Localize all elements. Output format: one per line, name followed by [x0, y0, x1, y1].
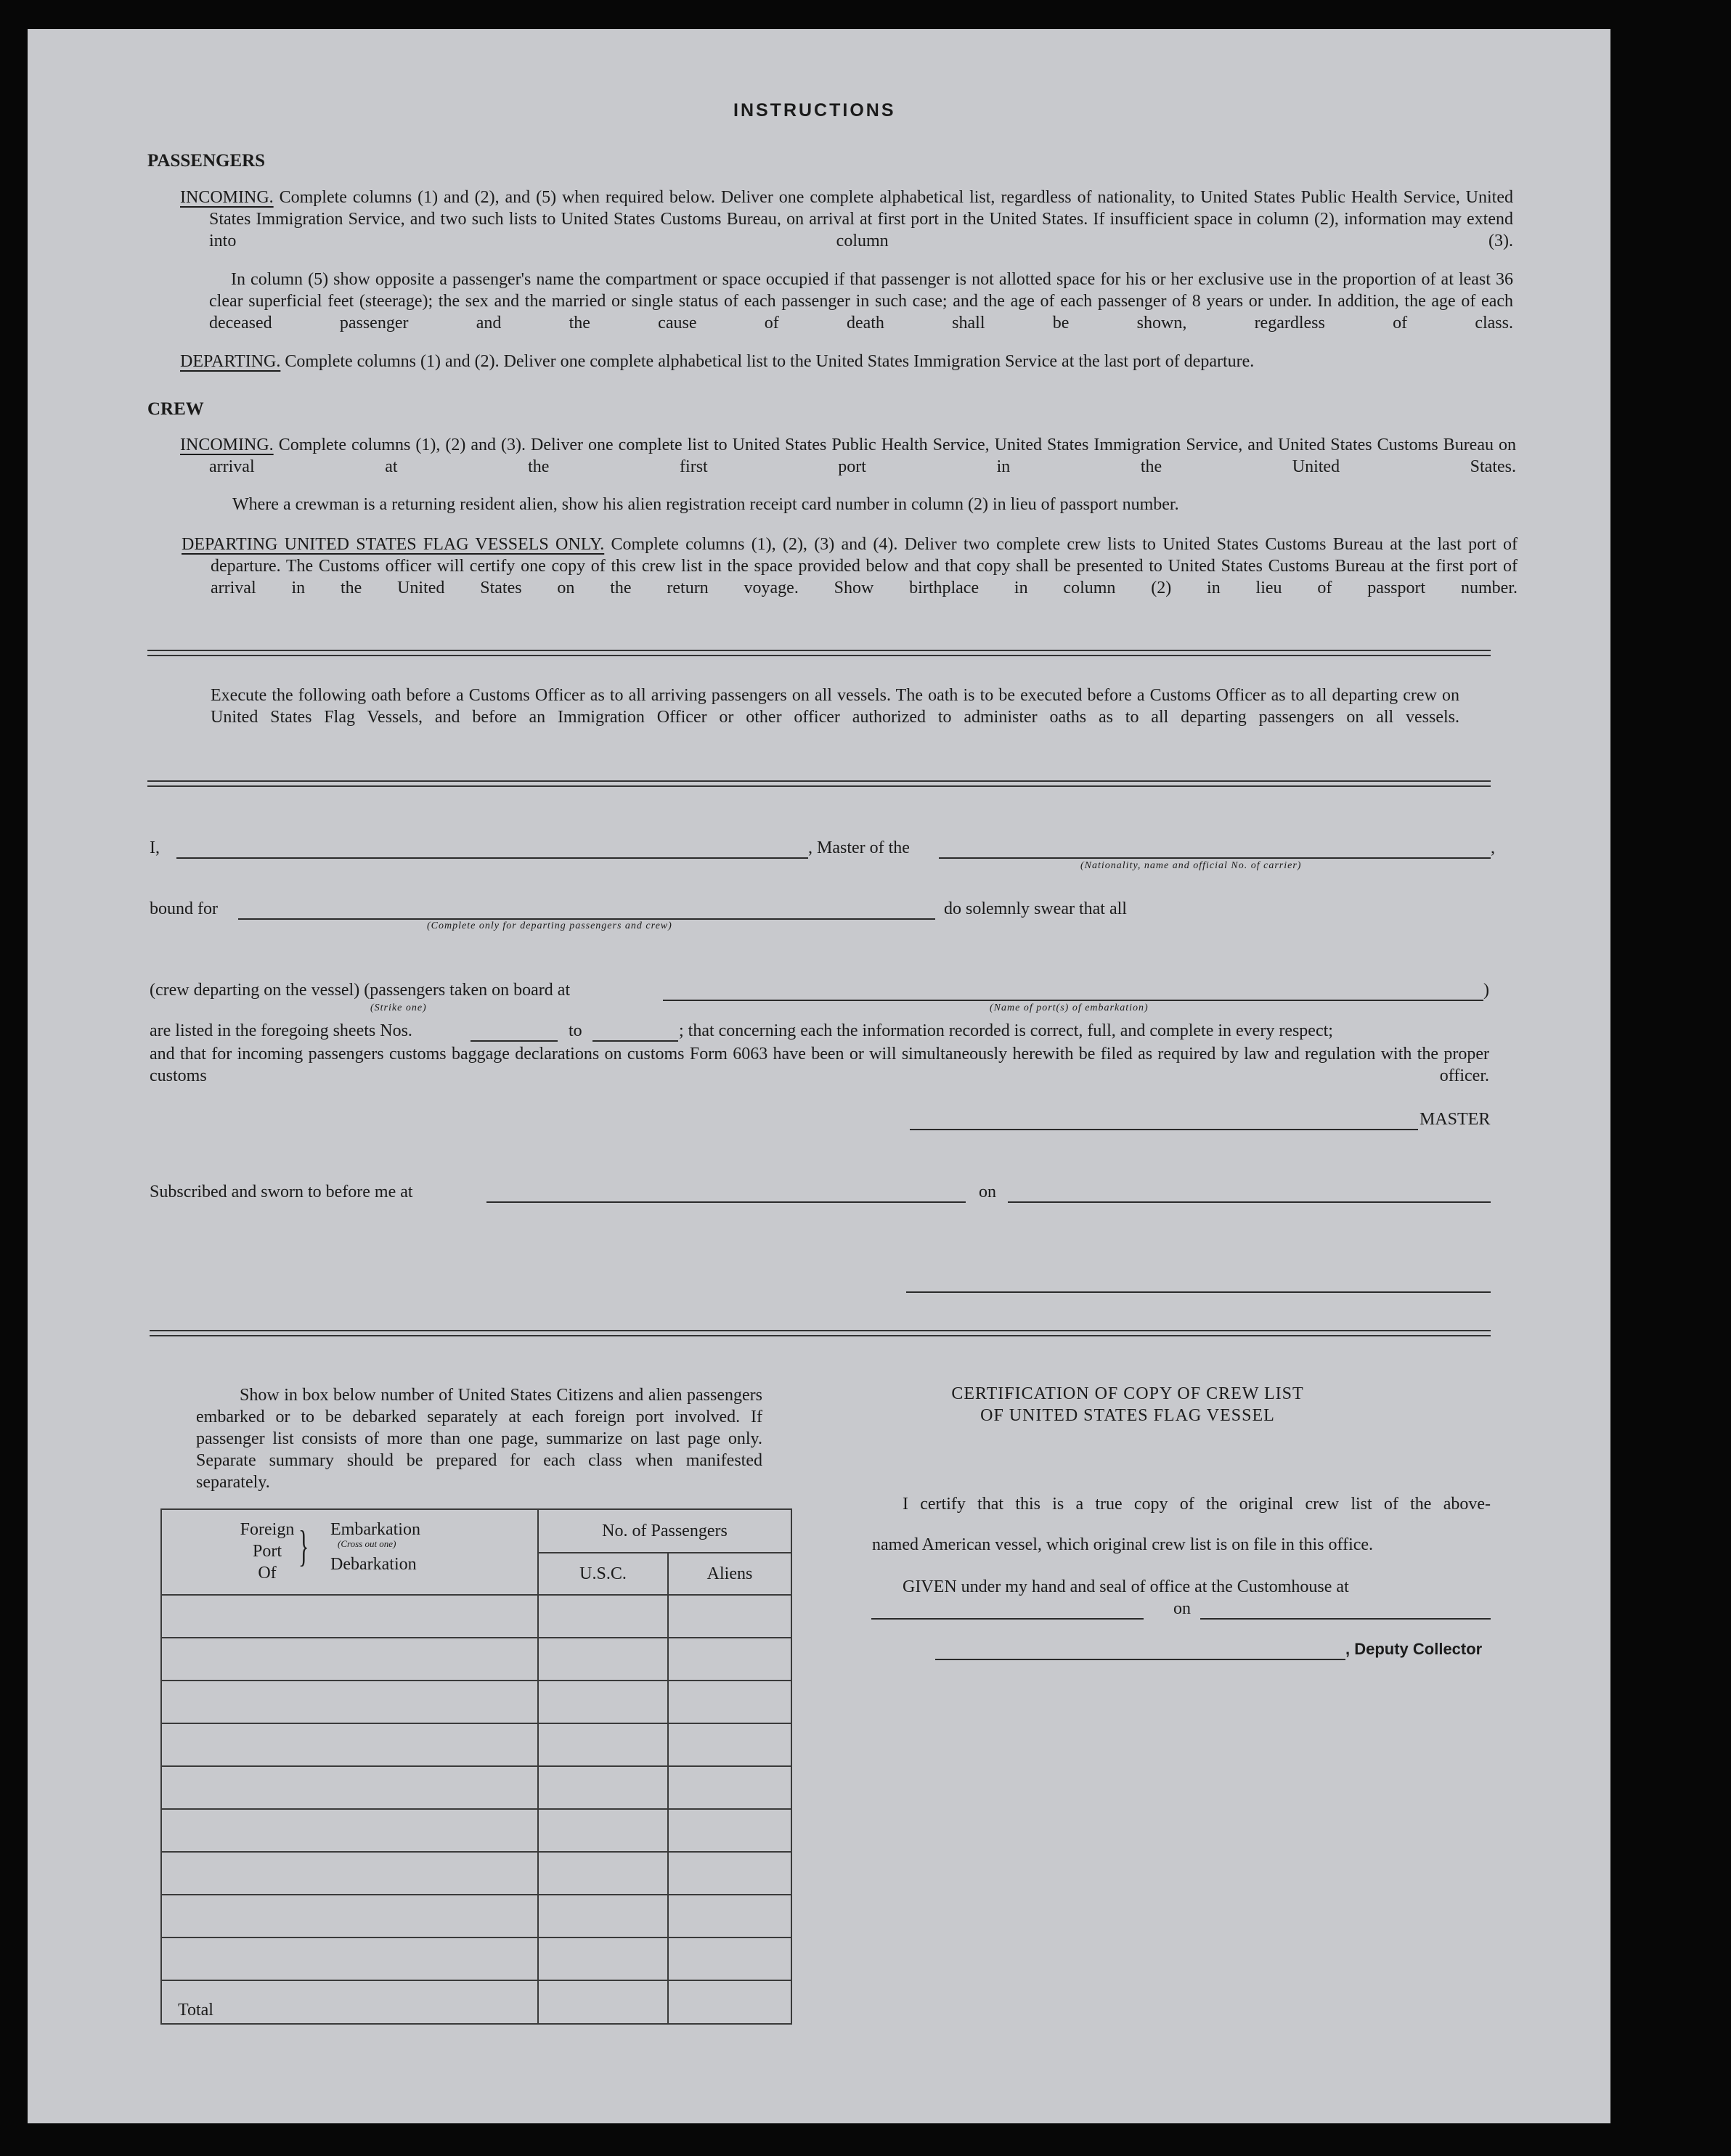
deputy-collector-line	[935, 1659, 1345, 1660]
bound-for-label: bound for	[150, 899, 218, 918]
sworn-on-label: on	[979, 1183, 996, 1201]
debarkation-label: Debarkation	[330, 1555, 417, 1574]
sheet-from-line	[471, 1040, 558, 1042]
aliens-cell[interactable]	[668, 1766, 791, 1809]
port-cell[interactable]	[161, 1937, 538, 1980]
port-header-cell: Foreign Port Of } Embarkation (Cross out one) Debarkation	[161, 1509, 538, 1595]
table-row	[161, 1937, 791, 1980]
sheet-to-line	[592, 1040, 678, 1042]
table-row	[161, 1766, 791, 1809]
port-cell[interactable]	[161, 1681, 538, 1723]
certify-line2: named American vessel, which original crew list is on file in this office.	[872, 1535, 1374, 1554]
oath-continuation: and that for incoming passengers customs baggage declarations on customs Form 6063 have been or will simultaneously herewith be filed as required by law and regulation with the proper customs officer.	[150, 1045, 1489, 1085]
passengers-heading: PASSENGERS	[147, 151, 266, 171]
to-label: to	[569, 1021, 582, 1040]
table-row	[161, 1809, 791, 1852]
port-cell[interactable]	[161, 1895, 538, 1937]
given-text: GIVEN under my hand and seal of office at the Customhouse at	[903, 1577, 1349, 1596]
cross-out-caption: (Cross out one)	[338, 1538, 396, 1549]
crew-passengers-label: (crew departing on the vessel) (passengers taken on board at	[150, 981, 571, 1000]
passengers-departing-para	[180, 351, 1516, 372]
usc-cell[interactable]	[538, 1766, 668, 1809]
aliens-cell[interactable]	[668, 1937, 791, 1980]
crew-heading: CREW	[147, 399, 204, 419]
divider	[147, 780, 1491, 787]
certification-date-line	[1200, 1618, 1491, 1620]
aliens-cell[interactable]	[668, 1895, 791, 1937]
crew-resident-alien-para: Where a crewman is a returning resident alien, show his alien registration receipt card number in column (2) in lieu of passport number.	[232, 495, 1179, 514]
port-cell[interactable]	[161, 1809, 538, 1852]
bound-for-line	[238, 918, 935, 920]
oath-master-of-label: , Master of the	[808, 838, 910, 857]
port-cell[interactable]	[161, 1638, 538, 1681]
table-row	[161, 1723, 791, 1766]
table-row	[161, 1681, 791, 1723]
usc-cell[interactable]	[538, 1723, 668, 1766]
embarkation-label: Embarkation	[330, 1520, 420, 1539]
ports-caption: (Name of port(s) of embarkation)	[990, 1003, 1149, 1013]
form-page: INSTRUCTIONS PASSENGERS INCOMING. Complete columns (1) and (2), and (5) when required below. Deliver one complete alphabetical list, regardless of nationality, to United States Public Health Service, United States Immigration Service, and two such lists to United States Customs Bureau, on arrival at first port in the United States. If insufficient space in column (2), information may extend into column (3). In column (5) show opposite a passenger's name the compartment or space occupied if that passenger is not allotted space for his or her exclusive use in the proportion of at least 36 clear superficial feet (steerage); the sex and the married or single status of each passenger in such case; and the age of each passenger of 8 years or under. In addition, the age of each deceased passenger and the cause of death shall be shown, regardless of class. DEPARTING. Complete columns (1) and (2). Deliver one complete alphabetical list to the United States Immigration Service at the last port of departure. CREW INCOMING. Complete columns (1), (2) and (3). Deliver one complete list to United States Public Health Service, United States Immigration Service, and United States Customs Bureau on arrival at the first port in the United States. Where a crewman is a returning resident alien, show his alien registration receipt card number in column (2) in lieu of passport number. DEPARTING UNITED STATES FLAG VESSELS ONLY. Complete columns (1), (2), (3) and (4). Deliver two complete crew lists to United States Customs Bureau at the last port of departure. The Customs officer will certify one copy of this crew list in the space provided below and that copy shall be presented to United States Customs Bureau at the first port of arrival in the United States on the return voyage. Show birthplace in column (2) in lieu of passport number. Execute the following oath before a Customs Officer as to all arriving passengers on all vessels. The oath is to be executed before a Customs Officer as to all departing crew on United States Flag Vessels, and before an Immigration Officer or other officer authorized to administer oaths as to all departing passengers on all vessels. I, , Master of the , (Nationality, name and official No. of carrier) bound for do solemnly swear that all (Complete only for departing passengers and crew) (crew departing on the vessel) (passengers taken on board at ) (Strike one) (Name of port(s) of embarkation) are listed in the foregoing sheets Nos. to ; that concerning each the information recorded is correct, full, and complete in every respect; and that for incoming passengers customs baggage declarations on customs Form 6063 have been or will simultaneously herewith be filed as required by law and regulation with the proper customs officer. MASTER Subscribed and sworn to before me at on Show in box below number of United States Citizens and alien passengers embarked or to be debarked separately at each foreign port involved. If passenger list consists of more than one page, summarize on last page only. Separate summary should be prepared for each class when manifested separately. Foreign Port Of } Embarkation (Cross out one) Debarkation No. of Passengers U.S.C. Aliens Total CERTIFICATION OF COPY OF CREW LIST OF UNITED STATES FLAG VESSEL I certify that this is a true copy of the original crew list of the above- named American vessel, which original crew list is on file in this office. GIVEN under my hand and seal of office at the Customhouse at on , Deputy Collector	[28, 29, 1610, 2123]
total-row	[161, 1980, 791, 2024]
crew-incoming-label: INCOMING.	[180, 436, 274, 454]
usc-cell[interactable]	[538, 1595, 668, 1638]
aliens-cell[interactable]	[668, 1809, 791, 1852]
usc-total-cell[interactable]	[538, 1980, 668, 2024]
passengers-departing-text: Complete columns (1) and (2). Deliver one complete alphabetical list to the United States Immigration Service at the last port of departure.	[285, 352, 1255, 371]
deputy-collector-label: , Deputy Collector	[1345, 1640, 1483, 1658]
port-cell[interactable]	[161, 1595, 538, 1638]
usc-cell[interactable]	[538, 1895, 668, 1937]
aliens-cell[interactable]	[668, 1638, 791, 1681]
aliens-cell[interactable]	[668, 1595, 791, 1638]
certification-title-line2: OF UNITED STATES FLAG VESSEL	[980, 1406, 1275, 1425]
listed-in-label: are listed in the foregoing sheets Nos.	[150, 1021, 412, 1040]
aliens-cell[interactable]	[668, 1723, 791, 1766]
bound-for-caption: (Complete only for departing passengers and crew)	[427, 920, 672, 931]
usc-cell[interactable]	[538, 1852, 668, 1895]
port-cell[interactable]	[161, 1852, 538, 1895]
passengers-incoming-para	[180, 187, 1513, 252]
certify-line1: I certify that this is a true copy of the original crew list of the above-	[903, 1495, 1491, 1514]
divider	[147, 650, 1491, 656]
total-label: Total	[161, 1980, 538, 2024]
oath-instruction-para: Execute the following oath before a Customs Officer as to all arriving passengers on all vessels. The oath is to be executed before a Customs Officer as to all departing crew on United States Flag Vessels, and before an Immigration Officer or other officer authorized to administer oaths as to all departing passengers on all vessels.	[211, 686, 1459, 727]
certification-on-label: on	[1173, 1599, 1191, 1618]
foreign-label: Foreign	[240, 1520, 295, 1539]
aliens-total-cell[interactable]	[668, 1980, 791, 2024]
passengers-column5-para: In column (5) show opposite a passenger's name the compartment or space occupied if that passenger is not allotted space for his or her exclusive use in the proportion of at least 36 clear superficial feet (steerage); the sex and the married or single status of each passenger in such case; and the age of each passenger of 8 years or under. In addition, the age of each deceased passenger and the cause of death shall be shown, regardless of class.	[209, 270, 1513, 332]
that-concerning-text: ; that concerning each the information recorded is correct, full, and complete in every respect;	[679, 1021, 1333, 1040]
table-row	[161, 1895, 791, 1937]
strike-caption: (Strike one)	[370, 1003, 427, 1013]
table-row	[161, 1638, 791, 1681]
name-line	[176, 857, 808, 859]
table-row	[161, 1595, 791, 1638]
no-of-passengers-header: No. of Passengers	[538, 1509, 791, 1553]
aliens-cell[interactable]	[668, 1681, 791, 1723]
carrier-caption: (Nationality, name and official No. of carrier)	[1080, 860, 1302, 871]
close-paren: )	[1483, 981, 1489, 1000]
officer-signature-line	[906, 1291, 1491, 1293]
crew-incoming-text: Complete columns (1), (2) and (3). Deliver one complete list to United States Public Health Service, United States Immigration Service, and United States Customs Bureau on arrival at the first port in the United States.	[209, 436, 1516, 476]
master-signature-line	[910, 1129, 1418, 1130]
usc-cell[interactable]	[538, 1809, 668, 1852]
usc-cell[interactable]	[538, 1937, 668, 1980]
divider	[150, 1330, 1491, 1336]
usc-header: U.S.C.	[538, 1553, 668, 1595]
of-label: Of	[258, 1564, 277, 1583]
sworn-at-line	[486, 1201, 966, 1203]
summary-instruction: Show in box below number of United States Citizens and alien passengers embarked or to be debarked separately at each foreign port involved. If passenger list consists of more than one page, summarize on last page only. Separate summary should be prepared for each class when manifested separately.	[196, 1386, 762, 1492]
aliens-cell[interactable]	[668, 1852, 791, 1895]
passengers-incoming-text: Complete columns (1) and (2), and (5) when required below. Deliver one complete alphabetical list, regardless of nationality, to United States Public Health Service, United States Immigration Service, and two such lists to United States Customs Bureau, on arrival at first port in the United States. If insufficient space in column (2), information may extend into column (3).	[209, 188, 1513, 250]
usc-cell[interactable]	[538, 1681, 668, 1723]
sworn-on-line	[1008, 1201, 1491, 1203]
table-row	[161, 1852, 791, 1895]
master-label: MASTER	[1420, 1110, 1491, 1129]
passengers-incoming-label: INCOMING.	[180, 188, 274, 207]
passenger-summary-table	[160, 1508, 792, 2025]
crew-departing-text: Complete columns (1), (2), (3) and (4). Deliver two complete crew lists to United States Customs Bureau at the last port of departure. The Customs officer will certify one copy of this crew list in the space provided below and that copy shall be presented to United States Customs Bureau at the first port of arrival in the United States on the return voyage. Show birthplace in column (2) in lieu of passport number.	[211, 535, 1518, 597]
customhouse-line	[871, 1618, 1144, 1620]
passengers-departing-label: DEPARTING.	[180, 352, 281, 371]
embarkation-ports-line	[663, 1000, 1483, 1001]
certification-title-line1: CERTIFICATION OF COPY OF CREW LIST	[951, 1384, 1304, 1403]
port-cell[interactable]	[161, 1723, 538, 1766]
port-cell[interactable]	[161, 1766, 538, 1809]
subscribed-label: Subscribed and sworn to before me at	[150, 1183, 413, 1201]
usc-cell[interactable]	[538, 1638, 668, 1681]
instructions-title: INSTRUCTIONS	[733, 100, 896, 121]
crew-departing-para	[182, 534, 1518, 599]
port-label: Port	[252, 1542, 282, 1561]
oath-i-label: I,	[150, 838, 160, 857]
solemnly-swear-label: do solemnly swear that all	[944, 899, 1127, 918]
carrier-line	[939, 857, 1491, 859]
aliens-header: Aliens	[668, 1553, 791, 1595]
crew-departing-label: DEPARTING UNITED STATES FLAG VESSELS ONLY.	[182, 535, 605, 554]
crew-incoming-para	[180, 434, 1516, 478]
